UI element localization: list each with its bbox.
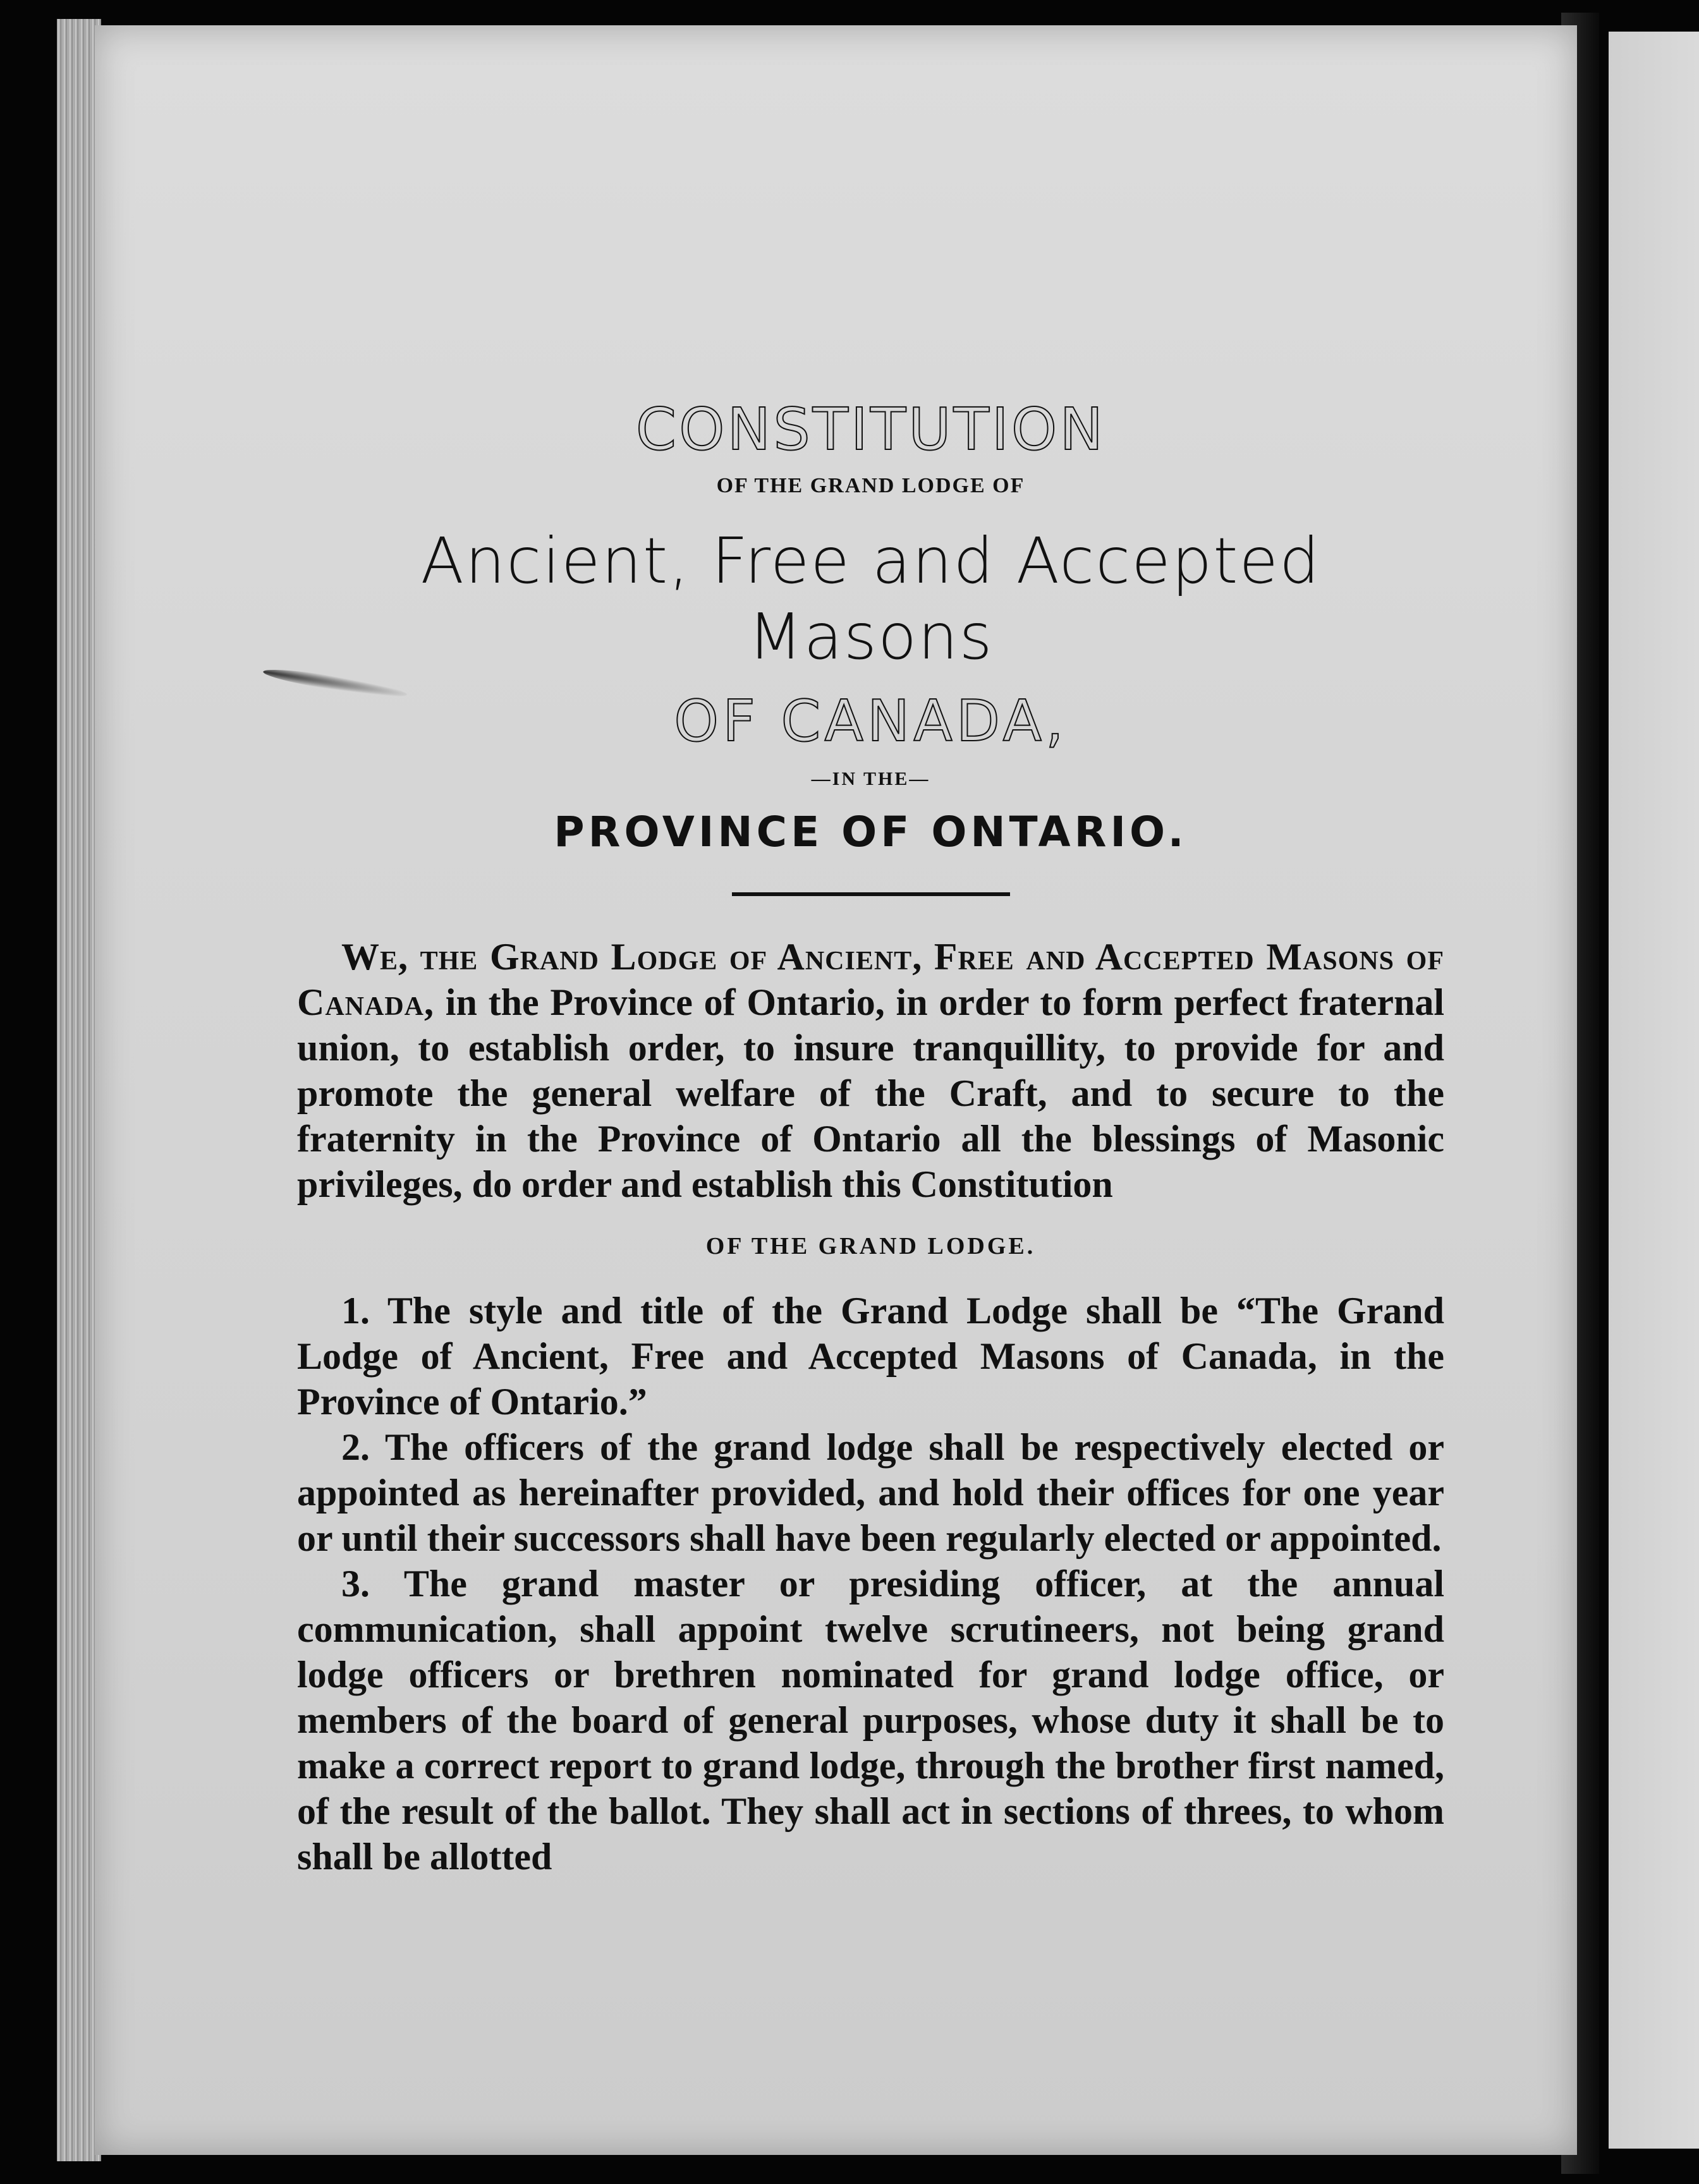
document-title: CONSTITUTION xyxy=(635,396,1106,463)
order-name: Ancient, Free and Accepted Masons xyxy=(420,524,1321,674)
preamble-body: in the Province of Ontario, in order to form perfect fraternal union, to establish order, to insure tranquillity, to provide for and promote the general welfare of the Craft, and to secure to the fraternity in the Province of Ontario all the blessings of Masonic privileges, do order and establish this Constitution xyxy=(297,981,1445,1205)
country-title: OF CANADA, xyxy=(674,688,1068,755)
document-subtitle: OF THE GRAND LODGE OF xyxy=(716,474,1025,497)
article-1: 1. The style and title of the Grand Lodge shall be “The Grand Lodge of Ancient, Free and Accepted Masons of Canada, in the Province of Ontario.” xyxy=(297,1290,1444,1423)
title-divider xyxy=(732,892,1010,896)
preamble-lead: We, the Grand Lodge of Ancient, Free and Accepted Masons of Canada, xyxy=(297,936,1444,1023)
section-heading: OF THE GRAND LODGE. xyxy=(705,1233,1036,1259)
article-2: 2. The officers of the grand lodge shall be respectively elected or appointed as hereinafter provided, and hold their offices for one year or until their successors shall have been regularly elected or appointed. xyxy=(297,1426,1444,1559)
in-the-label: —IN THE— xyxy=(811,768,930,789)
province-title: PROVINCE OF ONTARIO. xyxy=(554,808,1188,856)
page-content xyxy=(297,392,1444,1879)
article-3: 3. The grand master or presiding officer, at the annual communication, shall appoint twelve scrutineers, not being grand lodge officers or brethren nominated for grand lodge office, or members of the board of general purposes, whose duty it shall be to make a correct report to grand lodge, through the brother first named, of the result of the ballot. They shall act in sections of threes, to whom shall be allotted xyxy=(297,1563,1444,1878)
preamble-paragraph xyxy=(297,934,1444,1207)
facing-page-edge xyxy=(1609,32,1699,2149)
